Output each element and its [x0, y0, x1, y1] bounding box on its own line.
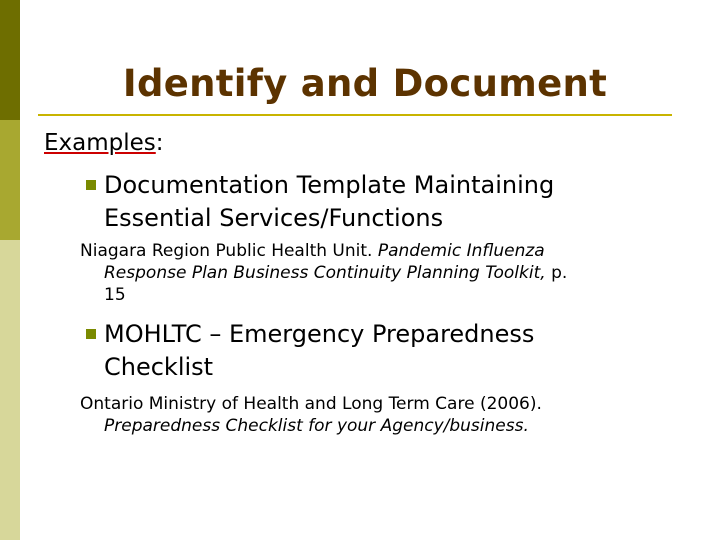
examples-heading — [44, 130, 164, 156]
citation-italic: Response Plan Business Continuity Planning Toolkit, — [104, 263, 546, 283]
list-item-line: Essential Services/Functions — [104, 204, 444, 232]
citation-text: Ontario Ministry of Health and Long Term Care (2006). — [80, 394, 542, 414]
citation-line — [80, 415, 680, 437]
list-item-line: Documentation Template Maintaining — [104, 171, 555, 199]
bullet-icon — [86, 329, 96, 339]
list-item — [104, 318, 704, 384]
sidebar-segment-dark — [0, 0, 20, 120]
citation-line — [80, 240, 680, 262]
sidebar-segment-mid — [0, 120, 20, 240]
citation-italic: Pandemic Influenza — [377, 241, 545, 261]
citation — [80, 393, 680, 437]
citation — [80, 240, 680, 306]
list-item-line: MOHLTC – Emergency Preparedness — [104, 320, 535, 348]
citation-line — [80, 393, 680, 415]
citation-text: 15 — [104, 285, 126, 305]
sidebar-segment-light — [0, 240, 20, 540]
bullet-icon — [86, 180, 96, 190]
examples-word: Examples — [44, 130, 156, 156]
citation-text: Niagara Region Public Health Unit. — [80, 241, 378, 261]
citation-italic: Preparedness Checklist for your Agency/business. — [104, 416, 529, 436]
examples-colon: : — [155, 130, 164, 156]
sidebar-decoration — [0, 0, 20, 540]
citation-line — [80, 262, 680, 284]
list-item-line: Checklist — [104, 353, 214, 381]
list-item — [104, 169, 704, 235]
citation-text: p. — [545, 263, 568, 283]
citation-line — [80, 284, 680, 306]
slide-title: Identify and Document — [122, 62, 608, 105]
title-divider — [38, 114, 672, 116]
